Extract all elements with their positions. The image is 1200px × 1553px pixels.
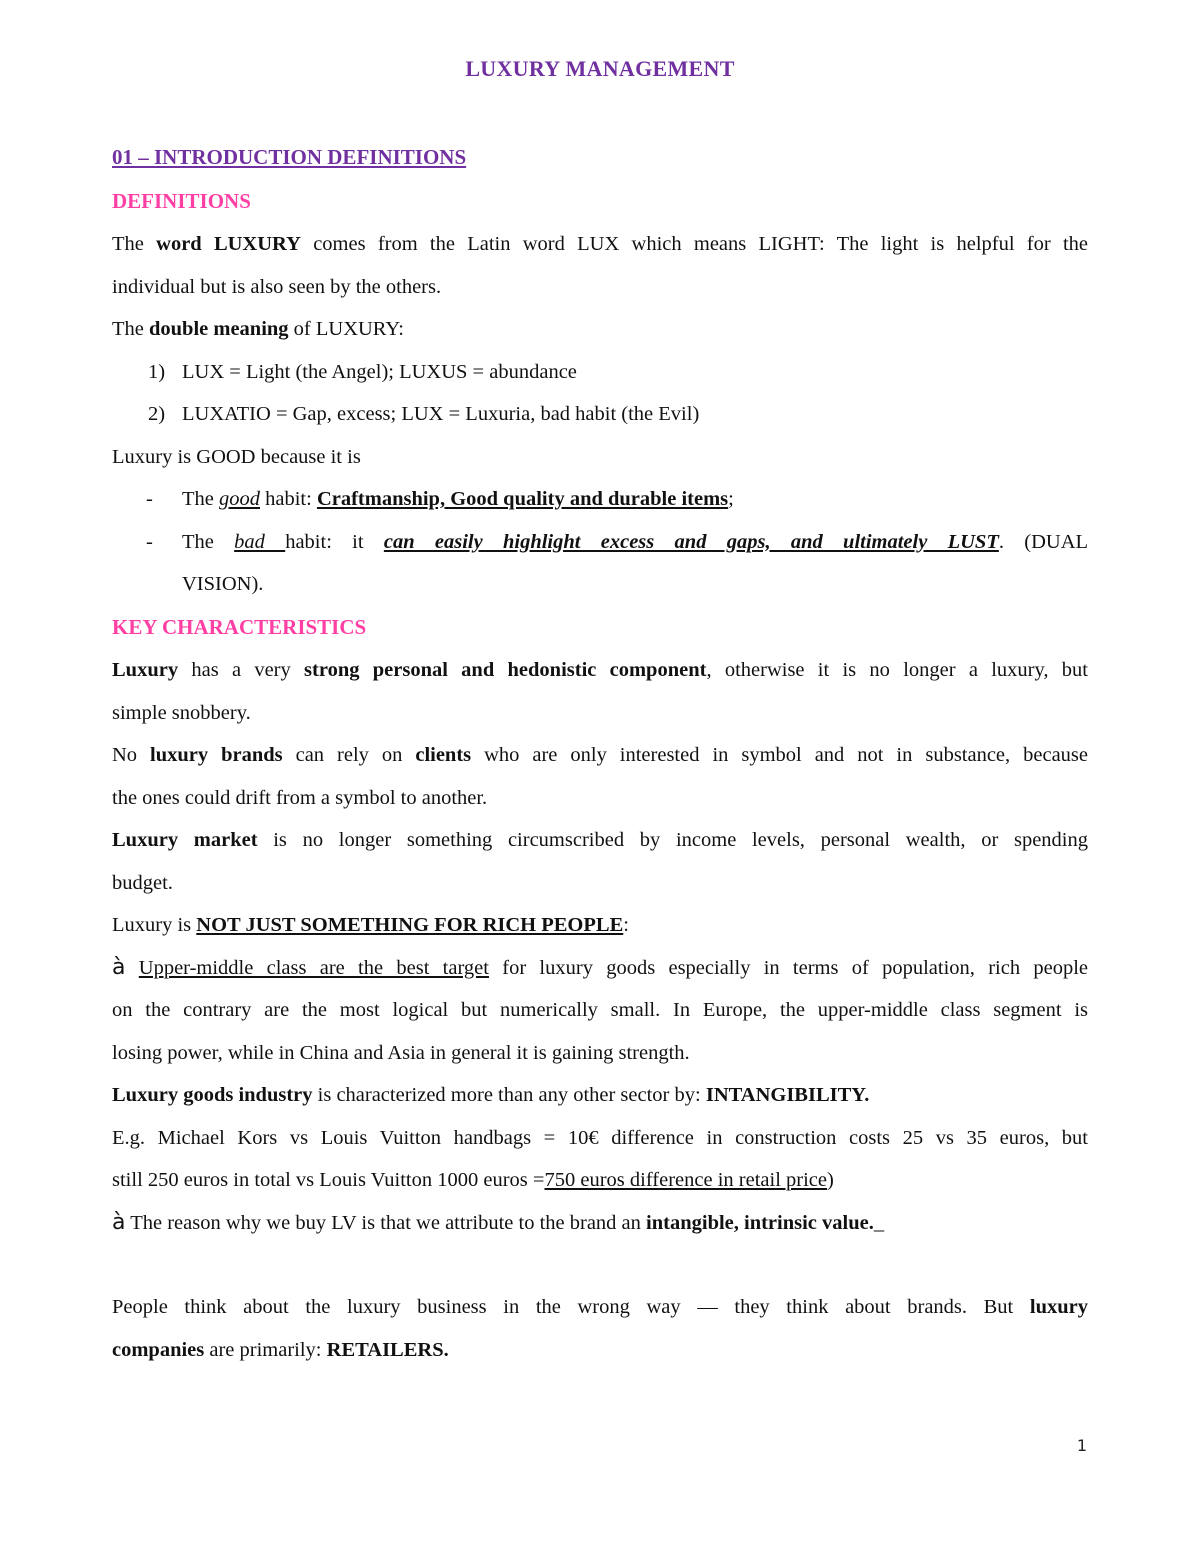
kc-paragraph-2-line-1: No luxury brands can rely on clients who are only interested in symbol and not in substance, because: [112, 744, 1088, 766]
kc-paragraph-9-line-2: companies are primarily: RETAILERS.: [112, 1338, 449, 1361]
section-heading: [112, 136, 1088, 180]
kc-paragraph-1-line-2: simple snobbery.: [112, 701, 251, 724]
page-number: 1: [1076, 1436, 1087, 1455]
blank-line: [112, 1244, 1088, 1286]
kc-paragraph-3-line-2: budget.: [112, 871, 173, 894]
arrow-icon: à: [112, 1209, 126, 1235]
numbered-list-item: 1) LUX = Light (the Angel); LUXUS = abundance: [148, 360, 577, 383]
definitions-paragraph-1-line-2: individual but is also seen by the others.: [112, 275, 442, 298]
kc-paragraph-5-line-2: on the contrary are the most logical but numerically small. In Europe, the upper-middle class segment is: [112, 999, 1088, 1021]
key-characteristics-heading: KEY CHARACTERISTICS: [112, 614, 367, 639]
kc-paragraph-6: Luxury goods industry is characterized more than any other sector by: INTANGIBILITY.: [112, 1084, 870, 1106]
kc-paragraph-7-line-1: E.g. Michael Kors vs Louis Vuitton handbags = 10€ difference in construction costs 25 vs 35 euros, but: [112, 1126, 1088, 1149]
kc-paragraph-2-line-2: the ones could drift from a symbol to another.: [112, 786, 488, 809]
document-body: [112, 136, 1088, 1371]
dash-list-item-bad-habit-continued: VISION).: [182, 573, 264, 595]
section-heading-text: 01 – INTRODUCTION DEFINITIONS: [112, 145, 467, 169]
kc-paragraph-9-line-1: People think about the luxury business in the wrong way — they think about brands. But luxury: [112, 1296, 1088, 1318]
kc-paragraph-8: à The reason why we buy LV is that we attribute to the brand an intangible, intrinsic value._: [112, 1209, 885, 1235]
kc-paragraph-3-line-1: Luxury market is no longer something circumscribed by income levels, personal wealth, or spending: [112, 829, 1089, 851]
dash-list-item-bad-habit: - The bad habit: it can easily highlight excess and gaps, and ultimately LUST. (DUAL: [146, 530, 1089, 553]
definitions-heading: DEFINITIONS: [112, 188, 251, 213]
numbered-list-item: 2) LUXATIO = Gap, excess; LUX = Luxuria, bad habit (the Evil): [148, 403, 700, 425]
dash-list-item-good-habit: - The good habit: Craftmanship, Good quality and durable items;: [146, 488, 734, 510]
kc-paragraph-5-line-3: losing power, while in China and Asia in general it is gaining strength.: [112, 1041, 690, 1064]
definitions-paragraph-1-line-1: The word LUXURY comes from the Latin word LUX which means LIGHT: The light is helpful for the: [112, 233, 1089, 255]
definitions-paragraph-2: The double meaning of LUXURY:: [112, 318, 404, 340]
kc-paragraph-5-line-1: à Upper-middle class are the best target for luxury goods especially in terms of population, rich people: [112, 954, 1088, 980]
arrow-icon: à: [112, 954, 126, 980]
definitions-paragraph-3: Luxury is GOOD because it is: [112, 445, 361, 468]
document-title: LUXURY MANAGEMENT: [465, 56, 735, 81]
kc-paragraph-4: Luxury is NOT JUST SOMETHING FOR RICH PEOPLE:: [112, 914, 629, 936]
kc-paragraph-7-line-2: still 250 euros in total vs Louis Vuitton 1000 euros =750 euros difference in retail price): [112, 1169, 834, 1191]
kc-paragraph-1-line-1: Luxury has a very strong personal and hedonistic component, otherwise it is no longer a luxury, but: [112, 659, 1088, 681]
